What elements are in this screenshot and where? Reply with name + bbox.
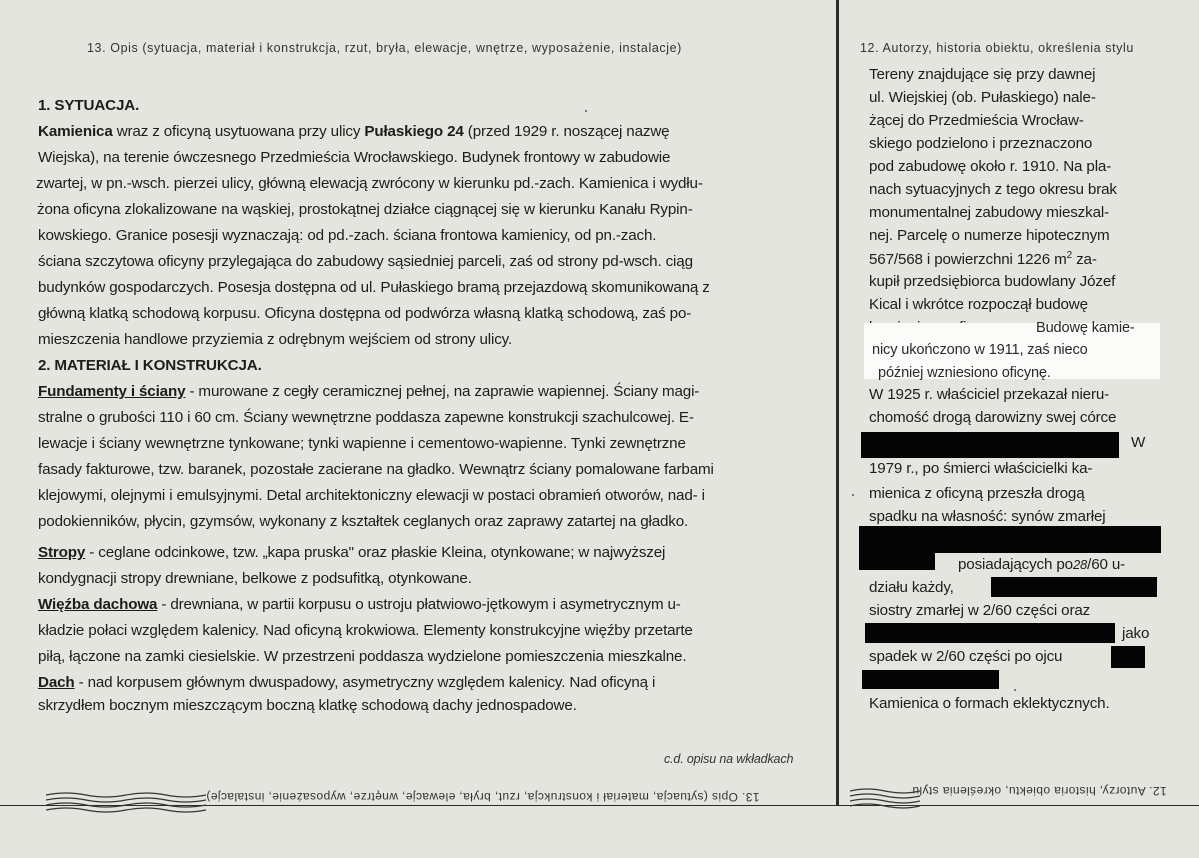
body-line: spadek w 2/60 części po ojcu [869,648,1063,665]
redaction-bar [1111,646,1145,668]
note-line: nicy ukończono w 1911, zaś nieco [872,342,1088,358]
body-line: klejowymi, olejnymi i emulsyjnymi. Detal architektoniczny elewacji w postaci obramień otworów, nad- i [38,487,705,504]
label-stropy: Stropy [38,544,86,561]
body-line: W [1131,434,1146,451]
body-line: stralne o grubości 110 i 60 cm. Ściany wewnętrzne poddasza zapewne konstrukcji szachulcowej. E- [38,409,694,426]
redaction-bar [859,526,1161,553]
body-line: kowskiego. Granice posesji wyznaczają: od pd.-zach. ściana frontowa kamienicy, od pn.-zach. [38,227,657,244]
body-line: pod zabudowę około r. 1910. Na pla- [869,158,1112,175]
body-line: budynków gospodarczych. Posesja dostępna od ul. Pułaskiego bramą przejazdową skomunikowaną z [38,279,710,296]
redaction-bar [865,623,1115,643]
left-section-header: 13. Opis (sytuacja, materiał i konstrukcja, rzut, bryła, elewacje, wnętrze, wyposażenie, instalacje) [87,41,682,55]
text-run: wraz z oficyną usytuowana przy ulicy [112,123,365,140]
redaction-bar [991,577,1157,597]
body-line [869,250,1097,268]
body-line: działu każdy, [869,579,954,596]
body-line [38,383,699,400]
body-line: skiego podzielono i przeznaczono [869,135,1093,152]
body-line: zwartej, w pn.-wsch. pierzei ulicy, główną elewacją zwrócony w kierunku pd.-zach. Kamienica i wydłu- [36,175,703,192]
text-run: posiadających po [958,556,1073,573]
body-line: 1979 r., po śmierci właścicielki ka- [869,460,1093,477]
mirrored-right-header: 12. Autorzy, historia obiektu, określenia stylu [912,784,1167,798]
body-line: mieszczenia handlowe przyziemia z odrębnym wejściem od strony ulicy. [38,331,513,348]
handwritten-value: 28 [1072,557,1088,572]
body-line: podokienników, płycin, gzymsów, wykonany z kształtek ceglanych oraz zaprawy zatartej na gładko. [38,513,689,530]
text-run: (przed 1929 r. noszącej nazwę [463,123,670,140]
wave-ornament [46,790,206,814]
note-line: później wzniesiono oficynę. [878,365,1051,381]
body-line: lewacje i ściany wewnętrzne tynkowane; tynki wapienne i cementowo-wapienne. Tynki zewnętrzne [38,435,686,452]
body-line: Kamienica o formach eklektycznych. [869,695,1110,712]
redaction-bar [862,670,999,689]
text-run: - nad korpusem głównym dwuspadowy, asymetryczny względem kalenicy. Nad oficyną i [74,674,656,691]
body-line: żącej do Przedmieścia Wrocław- [869,112,1084,129]
pasted-note [864,320,1160,381]
body-line [38,544,665,561]
continuation-footnote: c.d. opisu na wkładkach [664,752,794,766]
text-run: - murowane z cegły ceramicznej pełnej, na zaprawie wapiennej. Ściany magi- [185,383,700,400]
body-line: kondygnacji stropy drewniane, belkowe z podsufitką, otynkowane. [38,570,472,587]
body-line [38,674,655,691]
body-line: ul. Wiejskiej (ob. Pułaskiego) nale- [869,89,1096,106]
body-line: skrzydłem bocznym mieszczącym boczną klatkę schodową dachy jednospadowe. [38,697,577,714]
body-line: żona oficyna zlokalizowane na wąskiej, prostokątnej działce ciągnącej się w kierunku Kanału Rypin- [37,201,693,218]
bold-address: Pułaskiego 24 [364,123,464,140]
body-line: kupił przedsiębiorca budowlany Józef [869,273,1116,290]
body-line: chomość drogą darowizny swej córce [869,409,1117,426]
body-line [38,123,669,140]
body-line: główną klatką schodową korpusu. Oficyna dostępna od podwórza własną klatką schodową, zaś po- [38,305,692,322]
wave-ornament [850,786,920,810]
heading-sytuacja: 1. SYTUACJA. [38,97,140,114]
speck [585,110,587,112]
note-line: Budowę kamie- [1036,320,1135,336]
text-run: za- [1072,251,1097,269]
body-line: jako [1122,625,1150,642]
label-wiezba: Więźba dachowa [38,596,158,613]
body-line: Wiejska), na terenie ówczesnego Przedmieścia Wrocławskiego. Budynek frontowy w zabudowie [38,149,671,166]
body-line: ściana szczytowa oficyny przylegająca do zabudowy sąsiedniej parceli, zaś od strony pd-wsch. ciąg [38,253,693,270]
text-run: 567/568 i powierzchni 1226 m [869,251,1067,269]
speck [1014,689,1016,691]
body-line [958,556,1125,573]
body-line: mienica z oficyną przeszła drogą [869,485,1085,502]
body-line: piłą, łączone na zamki ciesielskie. W przestrzeni poddasza wydzielone pomieszczenia mieszkalne. [38,648,687,665]
mirrored-left-header: 13. Opis (sytuacja, materiał i konstrukcja, rzut, bryła, elewacje, wnętrze, wyposażenie, instalacje) [206,790,760,804]
body-line: Kical i wkrótce rozpoczął budowę [869,296,1088,313]
superscript: 2 [1066,250,1073,261]
bold-kamienica: Kamienica [38,123,113,140]
body-line: monumentalnej zabudowy mieszkal- [869,204,1110,221]
text-run: - drewniana, w partii korpusu o ustroju płatwiowo-jętkowym i asymetrycznym u- [157,596,681,613]
redaction-bar [859,552,935,570]
speck [852,494,854,496]
body-line: nach sytuacyjnych z tego okresu brak [869,181,1117,198]
text-run: /60 u- [1087,556,1126,573]
body-line: kładzie połaci względem kalenicy. Nad oficyną krokwiowa. Elementy konstrukcyjne więźby przetarte [38,622,693,639]
heading-material: 2. MATERIAŁ I KONSTRUKCJA. [38,357,262,374]
text-run: - ceglane odcinkowe, tzw. „kapa pruska" oraz płaskie Kleina, otynkowane; w najwyższej [85,544,666,561]
redaction-bar [861,432,1119,458]
body-line: nej. Parcelę o numerze hipotecznym [869,227,1110,244]
body-line: siostry zmarłej w 2/60 części oraz [869,602,1091,619]
label-dach: Dach [38,674,75,691]
body-line: W 1925 r. właściciel przekazał nieru- [869,386,1110,403]
body-line: Tereny znajdujące się przy dawnej [869,66,1096,83]
body-line: fasady fakturowe, tzw. baranek, pozostałe zacierane na gładko. Wewnątrz ściany pomalowane farbami [38,461,714,478]
label-fundamenty: Fundamenty i ściany [38,383,186,400]
right-section-header: 12. Autorzy, historia obiektu, określenia stylu [860,41,1134,55]
body-line: spadku na własność: synów zmarłej [869,508,1106,525]
body-line [38,596,681,613]
column-divider [836,0,839,805]
